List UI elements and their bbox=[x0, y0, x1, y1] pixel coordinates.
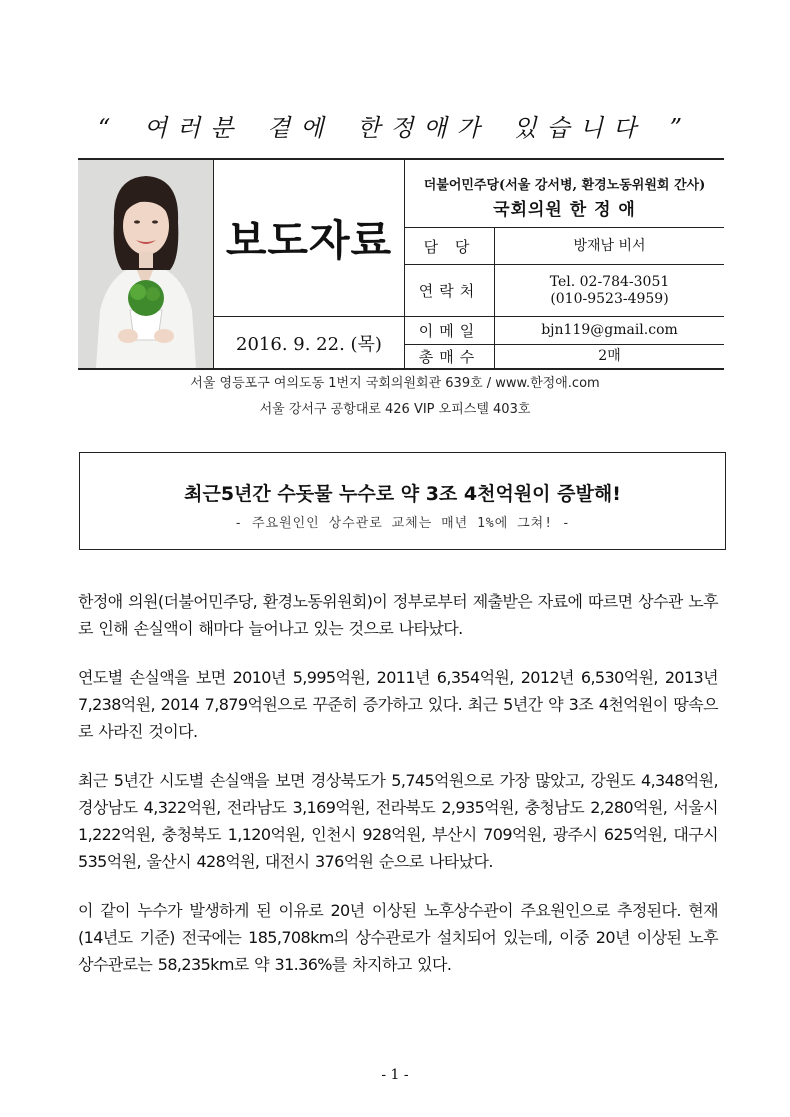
article-body bbox=[78, 588, 718, 1000]
party-affiliation: 더불어민주당(서울 강서병, 환경노동위원회 간사) bbox=[423, 178, 706, 193]
address-line-1: 서울 영등포구 여의도동 1번지 국회의원회관 639호 / www.한정애.com bbox=[190, 376, 600, 391]
address-line-2: 서울 강서구 공항대로 426 VIP 오피스텔 403호 bbox=[259, 402, 531, 417]
contact-value bbox=[495, 228, 724, 264]
phone-mobile: (010-9523-4959) bbox=[550, 290, 669, 307]
contact-row-pages bbox=[405, 345, 724, 368]
member-info bbox=[405, 160, 724, 228]
release-date: 2016. 9. 22. (목) bbox=[214, 317, 405, 368]
contact-row-phone bbox=[405, 265, 724, 317]
press-release-header bbox=[78, 158, 724, 370]
contact-value bbox=[495, 265, 724, 316]
contact-label: 이메일 bbox=[405, 317, 495, 344]
member-photo bbox=[78, 160, 214, 368]
member-name: 국회의원 한 정 애 bbox=[493, 200, 636, 220]
contact-label: 담 당 bbox=[405, 228, 495, 264]
page-number: - 1 - bbox=[381, 1067, 409, 1083]
email-address: bjn119@gmail.com bbox=[541, 322, 678, 338]
contact-value bbox=[495, 345, 724, 368]
paragraph: 최근 5년간 시도별 손실액을 보면 경상북도가 5,745억원으로 가장 많았고, 강원도 4,348억원, 경상남도 4,322억원, 전라남도 3,169억원, 전라북도 2,935억원, 충청남도 2,280억원, 서울시 1,222억원, 충청북도 1,120억원, 인천시 928억원, 부산시 709억원, 광주시 625억원, 대구시 535억원, 울산시 428억원, 대전시 376억원 순으로 나타났다. bbox=[78, 771, 718, 871]
slogan: “ 여러분 곁에 한정애가 있습니다 ” bbox=[97, 114, 693, 142]
press-release-title: 보도자료 bbox=[225, 216, 393, 265]
contact-row-email bbox=[405, 317, 724, 345]
headline: 최근5년간 수돗물 누수로 약 3조 4천억원이 증발해! bbox=[184, 483, 621, 505]
headline-box bbox=[79, 452, 726, 550]
paragraph: 한정애 의원(더불어민주당, 환경노동위원회)이 정부로부터 제출받은 자료에 따르면 상수관 노후로 인해 손실액이 해마다 늘어나고 있는 것으로 나타났다. bbox=[78, 592, 718, 638]
paragraph: 이 같이 누수가 발생하게 된 이유로 20년 이상된 노후상수관이 주요원인으로 추정된다. 현재(14년도 기준) 전국에는 185,708km의 상수관로가 설치되어 있는데, 이중 20년 이상된 노후상수관로는 58,235km로 약 31.36%를 차지하고 있다. bbox=[78, 901, 718, 974]
contact-row-staff bbox=[405, 228, 724, 265]
subheadline: - 주요원인인 상수관로 교체는 매년 1%에 그쳐! - bbox=[234, 516, 571, 531]
contact-value bbox=[495, 317, 724, 344]
staff-name: 방재남 비서 bbox=[573, 237, 646, 254]
phone-office: Tel. 02-784-3051 bbox=[549, 273, 670, 290]
paragraph: 연도별 손실액을 보면 2010년 5,995억원, 2011년 6,354억원, 2012년 6,530억원, 2013년 7,238억원, 2014 7,879억원으로 꾸준히 증가하고 있다. 최근 5년간 약 3조 4천억원이 땅속으로 사라진 것이다. bbox=[78, 668, 718, 741]
contact-label: 연락처 bbox=[405, 265, 495, 316]
contact-label: 총매수 bbox=[405, 345, 495, 368]
contact-info bbox=[405, 160, 724, 368]
page-count: 2매 bbox=[598, 348, 621, 364]
press-release-title-cell bbox=[214, 160, 405, 317]
